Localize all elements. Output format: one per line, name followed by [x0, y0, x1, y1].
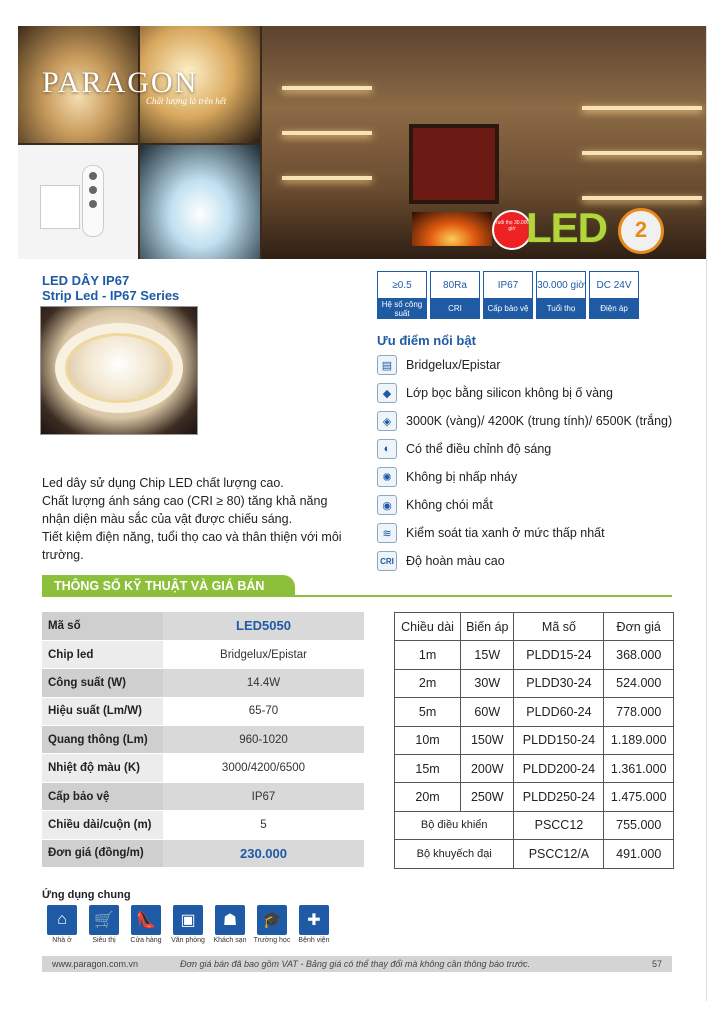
spec-lifetime	[536, 271, 586, 319]
price-cell: 1.189.000	[604, 726, 674, 754]
wall-painting	[409, 124, 499, 204]
application-item	[168, 905, 208, 944]
advantage-text: 3000K (vàng)/ 4200K (trung tính)/ 6500K (trắng)	[406, 414, 673, 428]
shoe-icon: 👠	[131, 905, 161, 935]
spec-key: Cấp bảo vệ	[42, 782, 163, 810]
table-row	[395, 698, 674, 726]
spec-label: Điện áp	[590, 298, 638, 319]
spec-key: Nhiệt độ màu (K)	[42, 754, 163, 782]
spec-value: 230.000	[163, 839, 364, 867]
hospital-cross-icon: ✚	[299, 905, 329, 935]
cart-icon: 🛒	[89, 905, 119, 935]
spec-value: 65-70	[163, 697, 364, 725]
spec-key: Mã số	[42, 612, 163, 640]
spec-ip-rating	[483, 271, 533, 319]
product-description	[42, 474, 342, 564]
description-line: Led dây sử dụng Chip LED chất lượng cao.	[42, 476, 284, 490]
section-title: THÔNG SỐ KỸ THUẬT VÀ GIÁ BÁN	[42, 575, 295, 597]
spec-value: 14.4W	[163, 669, 364, 697]
column-header: Mã số	[514, 613, 604, 641]
advantage-text: Lớp bọc bằng silicon không bị ố vàng	[406, 386, 613, 400]
column-header: Chiều dài	[395, 613, 461, 641]
spec-key: Đơn giá (đồng/m)	[42, 839, 163, 867]
hero-photo-strip-cool	[140, 145, 260, 259]
table-row	[395, 811, 674, 839]
controller-box	[40, 185, 80, 229]
table-row	[42, 811, 364, 839]
code-cell: PLDD15-24	[514, 641, 604, 669]
spec-label: Tuổi thọ	[537, 298, 585, 319]
code-cell: PSCC12	[514, 811, 604, 839]
warranty-badge: 2	[618, 208, 664, 254]
table-row	[395, 754, 674, 782]
section-header	[42, 575, 672, 597]
length-cell: 1m	[395, 641, 461, 669]
brand-logo: PARAGON	[42, 66, 199, 99]
fireplace	[412, 212, 492, 246]
column-header: Đơn giá	[604, 613, 674, 641]
advantage-text: Không bị nhấp nháy	[406, 470, 518, 484]
spec-power-factor	[377, 271, 427, 319]
application-label: Trường học	[253, 937, 291, 944]
advantage-text: Độ hoàn màu cao	[406, 554, 505, 568]
cri-icon: CRI	[377, 551, 397, 571]
table-row	[42, 612, 364, 640]
length-cell: 20m	[395, 783, 461, 811]
advantage-item	[377, 550, 707, 572]
hero-photo-controller	[18, 145, 138, 259]
price-cell: 368.000	[604, 641, 674, 669]
code-cell: PSCC12/A	[514, 840, 604, 868]
advantages-title: Ưu điểm nổi bật	[377, 333, 476, 348]
advantage-text: Kiểm soát tia xanh ở mức thấp nhất	[406, 526, 605, 540]
application-item	[42, 905, 82, 944]
spec-value: IP67	[163, 782, 364, 810]
advantage-text: Bridgelux/Epistar	[406, 358, 501, 372]
column-header: Biến áp	[461, 613, 514, 641]
table-row	[395, 669, 674, 697]
spec-key: Chiều dài/cuộn (m)	[42, 811, 163, 839]
spec-value: DC 24V	[596, 279, 632, 291]
spec-key: Hiệu suất (Lm/W)	[42, 697, 163, 725]
advantage-text: Có thể điều chỉnh độ sáng	[406, 442, 552, 456]
table-row	[395, 726, 674, 754]
spec-label: CRI	[431, 298, 479, 319]
application-label: Siêu thị	[92, 937, 116, 944]
application-item	[252, 905, 292, 944]
remote-control	[82, 165, 104, 237]
product-image	[40, 306, 198, 435]
accessory-name: Bộ khuyếch đại	[395, 840, 514, 868]
spec-label: Cấp bảo vệ	[484, 298, 532, 319]
spec-value: 5	[163, 811, 364, 839]
brand-tagline: Chất lượng là trên hết	[146, 96, 227, 106]
table-row	[42, 782, 364, 810]
description-line: Chất lượng ánh sáng cao (CRI ≥ 80) tăng khả năng nhận diện màu sắc của vật được chiếu sáng.	[42, 494, 328, 526]
advantage-text: Không chói mắt	[406, 498, 493, 512]
graduation-cap-icon: 🎓	[257, 905, 287, 935]
table-header-row	[395, 613, 674, 641]
advantage-item	[377, 522, 707, 544]
length-cell: 2m	[395, 669, 461, 697]
price-cell: 1.475.000	[604, 783, 674, 811]
eye-icon: ◉	[377, 495, 397, 515]
code-cell: PLDD30-24	[514, 669, 604, 697]
chip-icon: ▤	[377, 355, 397, 375]
spec-value: IP67	[497, 279, 519, 291]
application-item	[84, 905, 124, 944]
spec-label: Hệ số công suất	[378, 298, 426, 319]
spec-key: Quang thông (Lm)	[42, 726, 163, 754]
length-cell: 15m	[395, 754, 461, 782]
product-title-line2: Strip Led - IP67 Series	[42, 288, 180, 303]
applications-list	[42, 905, 336, 944]
spec-value: ≥0.5	[392, 279, 412, 291]
application-label: Bệnh viện	[298, 937, 330, 944]
house-icon: ⌂	[47, 905, 77, 935]
price-cell: 778.000	[604, 698, 674, 726]
color-temperature-icon: ◈	[377, 411, 397, 431]
code-cell: PLDD250-24	[514, 783, 604, 811]
page-edge	[706, 26, 724, 1001]
spec-value: 3000/4200/6500	[163, 754, 364, 782]
advantage-item	[377, 410, 707, 432]
spec-voltage	[589, 271, 639, 319]
spec-table	[42, 612, 364, 868]
length-cell: 10m	[395, 726, 461, 754]
advantage-item	[377, 438, 707, 460]
reception-icon: ☗	[215, 905, 245, 935]
description-line: Tiết kiệm điện năng, tuổi thọ cao và thân thiện với môi trường.	[42, 530, 342, 562]
diamond-icon: ◆	[377, 383, 397, 403]
table-row	[42, 640, 364, 668]
application-item	[210, 905, 250, 944]
page-number: 57	[651, 959, 662, 969]
application-label: Khách sạn	[213, 937, 247, 944]
spec-value: LED5050	[163, 612, 364, 640]
blue-light-icon: ≋	[377, 523, 397, 543]
transformer-cell: 250W	[461, 783, 514, 811]
table-row	[395, 641, 674, 669]
table-row	[395, 783, 674, 811]
price-cell: 755.000	[604, 811, 674, 839]
length-cell: 5m	[395, 698, 461, 726]
product-title-line1: LED DÂY IP67	[42, 273, 130, 288]
footer-note: Đơn giá bán đã bao gồm VAT - Bảng giá có thể thay đổi mà không cần thông báo trước.	[180, 959, 531, 969]
application-item	[126, 905, 166, 944]
code-cell: PLDD60-24	[514, 698, 604, 726]
table-row	[42, 726, 364, 754]
application-label: Cửa hàng	[130, 937, 162, 944]
transformer-cell: 15W	[461, 641, 514, 669]
lifetime-badge: Tuổi thọ 30.000 giờ	[492, 210, 532, 250]
footer-url[interactable]: www.paragon.com.vn	[52, 959, 139, 969]
price-cell: 491.000	[604, 840, 674, 868]
no-flicker-icon: ✺	[377, 467, 397, 487]
product-title	[42, 273, 179, 303]
hero-banner	[18, 26, 706, 259]
spec-value: 80Ra	[443, 279, 467, 291]
accessory-name: Bộ điều khiển	[395, 811, 514, 839]
spec-value: Bridgelux/Epistar	[163, 640, 364, 668]
transformer-cell: 200W	[461, 754, 514, 782]
table-row	[42, 669, 364, 697]
price-cell: 1.361.000	[604, 754, 674, 782]
led-logo: LED	[526, 204, 607, 251]
spec-cri	[430, 271, 480, 319]
transformer-cell: 30W	[461, 669, 514, 697]
code-cell: PLDD150-24	[514, 726, 604, 754]
table-row	[42, 839, 364, 867]
advantage-item	[377, 354, 707, 376]
price-table	[394, 612, 674, 869]
transformer-cell: 150W	[461, 726, 514, 754]
advantage-item	[377, 466, 707, 488]
transformer-cell: 60W	[461, 698, 514, 726]
code-cell: PLDD200-24	[514, 754, 604, 782]
spec-key: Công suất (W)	[42, 669, 163, 697]
application-label: Văn phòng	[171, 937, 205, 944]
spec-value: 960-1020	[163, 726, 364, 754]
price-cell: 524.000	[604, 669, 674, 697]
table-row	[42, 754, 364, 782]
table-row	[42, 697, 364, 725]
advantage-item	[377, 494, 707, 516]
applications-title: Ứng dụng chung	[42, 889, 131, 901]
spec-key: Chip led	[42, 640, 163, 668]
computer-icon: ▣	[173, 905, 203, 935]
application-item	[294, 905, 334, 944]
table-row	[395, 840, 674, 868]
application-label: Nhà ở	[52, 937, 72, 944]
section-divider	[42, 595, 672, 597]
advantage-item	[377, 382, 707, 404]
spec-value: 30.000 giờ	[537, 279, 585, 291]
dimming-icon: ◐	[377, 439, 397, 459]
page-footer	[42, 956, 672, 972]
